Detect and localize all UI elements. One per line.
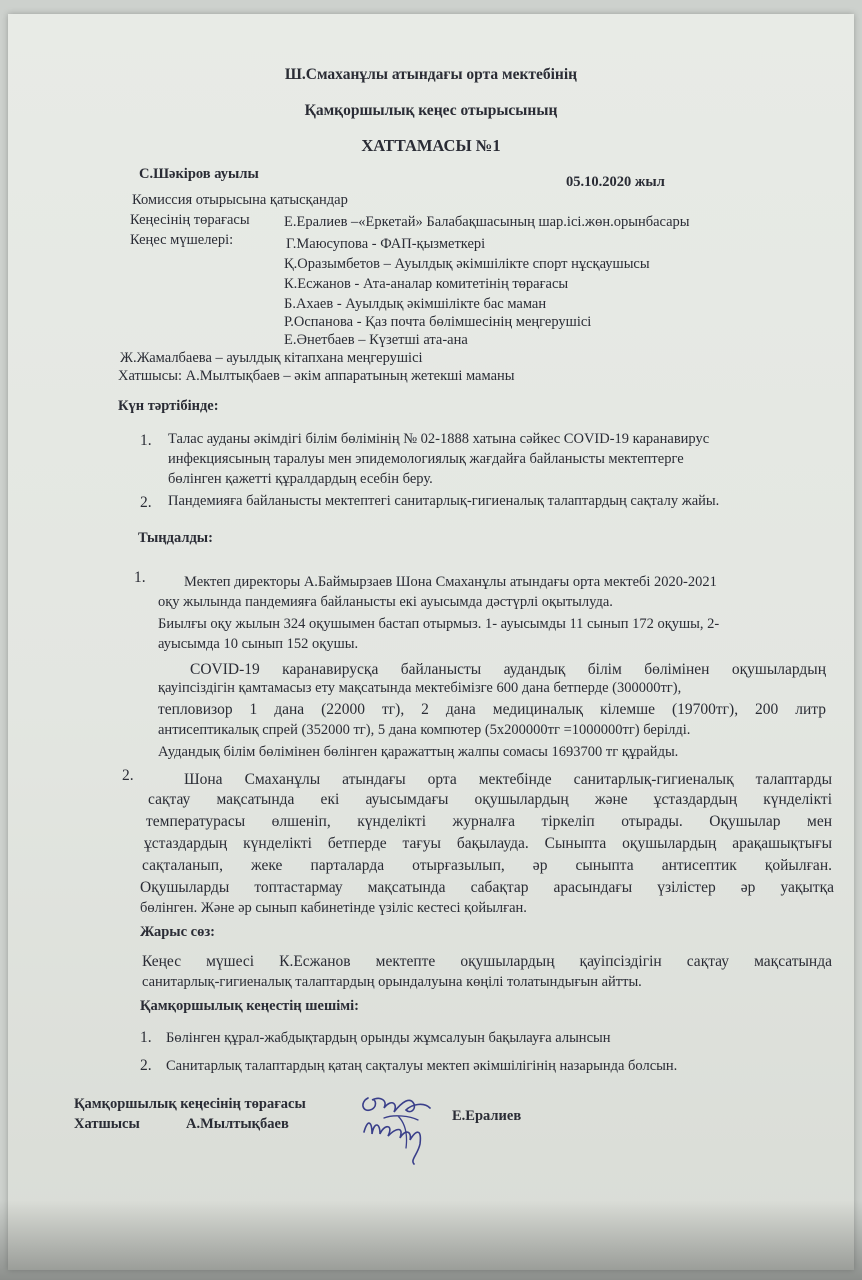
heard-item-number: 2. (122, 767, 134, 784)
agenda-heading: Күн тәртібінде: (118, 398, 219, 414)
member-entry: Е.Әнетбаев – Күзетші ата-ана (284, 332, 468, 348)
signoff-secretary-name: А.Мылтықбаев (186, 1116, 289, 1132)
heard-line: қауіпсіздігін қамтамасыз ету мақсатында мектебімізге 600 дана бетперде (300000тг), (158, 680, 682, 696)
decision-item-number: 2. (140, 1057, 152, 1074)
photo-shadow (0, 1200, 862, 1280)
member-entry: К.Есжанов - Ата-аналар комитетінің төрағасы (284, 276, 569, 292)
heard-line: антисептикалық спрей (352000 тг), 5 дана компютер (5х200000тг =1000000тг) берілді. (158, 722, 691, 738)
attendees-intro: Комиссия отырысына қатысқандар (132, 192, 348, 208)
members-label: Кеңес мүшелері: (130, 232, 234, 248)
heard-line: Аудандық білім бөлімінен бөлінген қаражаттың жалпы сомасы 1693700 тг құрайды. (158, 744, 679, 760)
agenda-item-line: инфекциясының таралуы мен эпидемологиялық жағдайға байланысты мектептерге (168, 451, 684, 467)
heard-line: сақталанып, жеке парталарда отырғазылып, әр сыныпта антисептик қойылған. (142, 857, 832, 874)
chair-entry: Е.Ералиев –«Еркетай» Балабақшасының шар.ісі.жөн.орынбасары (284, 214, 690, 230)
heard-line: температурасы өлшеніп, күнделікті журналға тіркеліп отырады. Оқушылар мен (146, 813, 832, 830)
signoff-chair-name: Е.Ералиев (452, 1108, 522, 1124)
heard-line: оқу жылында пандемияға байланысты екі ауысымда дәстүрлі оқытылуда. (158, 594, 613, 610)
secretary-entry: Хатшысы: А.Мылтықбаев – әкім аппаратының жетекші маманы (118, 368, 515, 384)
heard-heading: Тыңдалды: (138, 530, 213, 546)
heard-line: бөлінген. Және әр сынып кабинетінде үзіліс кестесі қойылған. (140, 900, 527, 916)
decision-heading: Қамқоршылық кеңестің шешімі: (140, 998, 359, 1014)
agenda-item-number: 2. (140, 494, 152, 511)
decision-item-text: Бөлінген құрал-жабдықтардың орынды жұмсалуын бақылауға алынсын (166, 1030, 611, 1046)
member-entry: Қ.Оразымбетов – Ауылдық әкімшілікте спорт нұсқаушысы (284, 256, 650, 272)
agenda-item-line: Талас ауданы әкімдігі білім бөлімінің № 02-1888 хатына сәйкес COVID-19 каранавирус (168, 431, 710, 447)
heard-item-number: 1. (134, 569, 146, 586)
member-entry-extra: Ж.Жамалбаева – ауылдық кітапхана меңгерушісі (120, 350, 423, 366)
speech-line: Кеңес мүшесі К.Есжанов мектепте оқушылардың қауіпсіздігін сақтау мақсатында (142, 953, 832, 970)
chair-label: Кеңесінің төрағасы (130, 212, 250, 228)
meeting-date: 05.10.2020 жыл (566, 174, 665, 190)
signoff-secretary-label: Хатшысы (74, 1116, 140, 1132)
protocol-title: ХАТТАМАСЫ №1 (361, 136, 501, 155)
speech-line: санитарлық-гигиеналық талаптардың орындалуына көңілі толатындығын айтты. (142, 974, 642, 990)
heard-line: ауысымда 10 сынып 152 оқушы. (158, 636, 359, 652)
council-title: Қамқоршылық кеңес отырысының (304, 102, 558, 119)
heard-line: ұстаздардың күнделікті бетперде тағуы бақылауда. Сыныпта оқушылардың арақашықтығы (144, 835, 832, 852)
document-page (8, 14, 854, 1270)
decision-item-number: 1. (140, 1029, 152, 1046)
decision-item-text: Санитарлық талаптардың қатаң сақталуы мектеп әкімшілігінің назарында болсын. (166, 1058, 678, 1074)
heard-line: Мектеп директоры А.Баймырзаев Шона Смаханұлы атындағы орта мектебі 2020-2021 (184, 574, 717, 590)
heard-line: Биылғы оқу жылын 324 оқушымен бастап отырмыз. 1- ауысымды 11 сынып 172 оқушы, 2- (158, 616, 720, 632)
signoff-chair-label: Қамқоршылық кеңесінің төрағасы (74, 1096, 306, 1112)
member-entry: Р.Оспанова - Қаз почта бөлімшесінің меңгерушісі (284, 314, 592, 330)
school-title: Ш.Смаханұлы атындағы орта мектебінің (284, 66, 578, 83)
speech-heading: Жарыс сөз: (140, 924, 216, 940)
agenda-item-line: Пандемияға байланысты мектептегі санитарлық-гигиеналық талаптардың сақталу жайы. (168, 493, 720, 509)
heard-line: COVID-19 каранавирусқа байланысты аудандық білім бөлімінен оқушылардың (190, 661, 826, 678)
heard-line: сақтау мақсатында екі ауысымдағы оқушылардың және ұстаздардың күнделікті (148, 791, 832, 808)
agenda-item-number: 1. (140, 432, 152, 449)
handwritten-signature (354, 1088, 438, 1166)
member-entry: Г.Маюсупова - ФАП-қызметкері (286, 236, 486, 252)
member-entry: Б.Ахаев - Ауылдық әкімшілікте бас маман (284, 296, 547, 312)
heard-line: тепловизор 1 дана (22000 тг), 2 дана медициналық кілемше (19700тг), 200 литр (158, 701, 826, 718)
heard-line: Оқушыларды топтастармау мақсатында сабақтар арасындағы үзілістер әр уақытқа (140, 879, 834, 896)
village-name: С.Шәкіров ауылы (139, 166, 259, 182)
agenda-item-line: бөлінген қажетті құралдардың есебін беру. (168, 471, 433, 487)
heard-line: Шона Смаханұлы атындағы орта мектебінде санитарлық-гигиеналық талаптарды (184, 771, 832, 788)
